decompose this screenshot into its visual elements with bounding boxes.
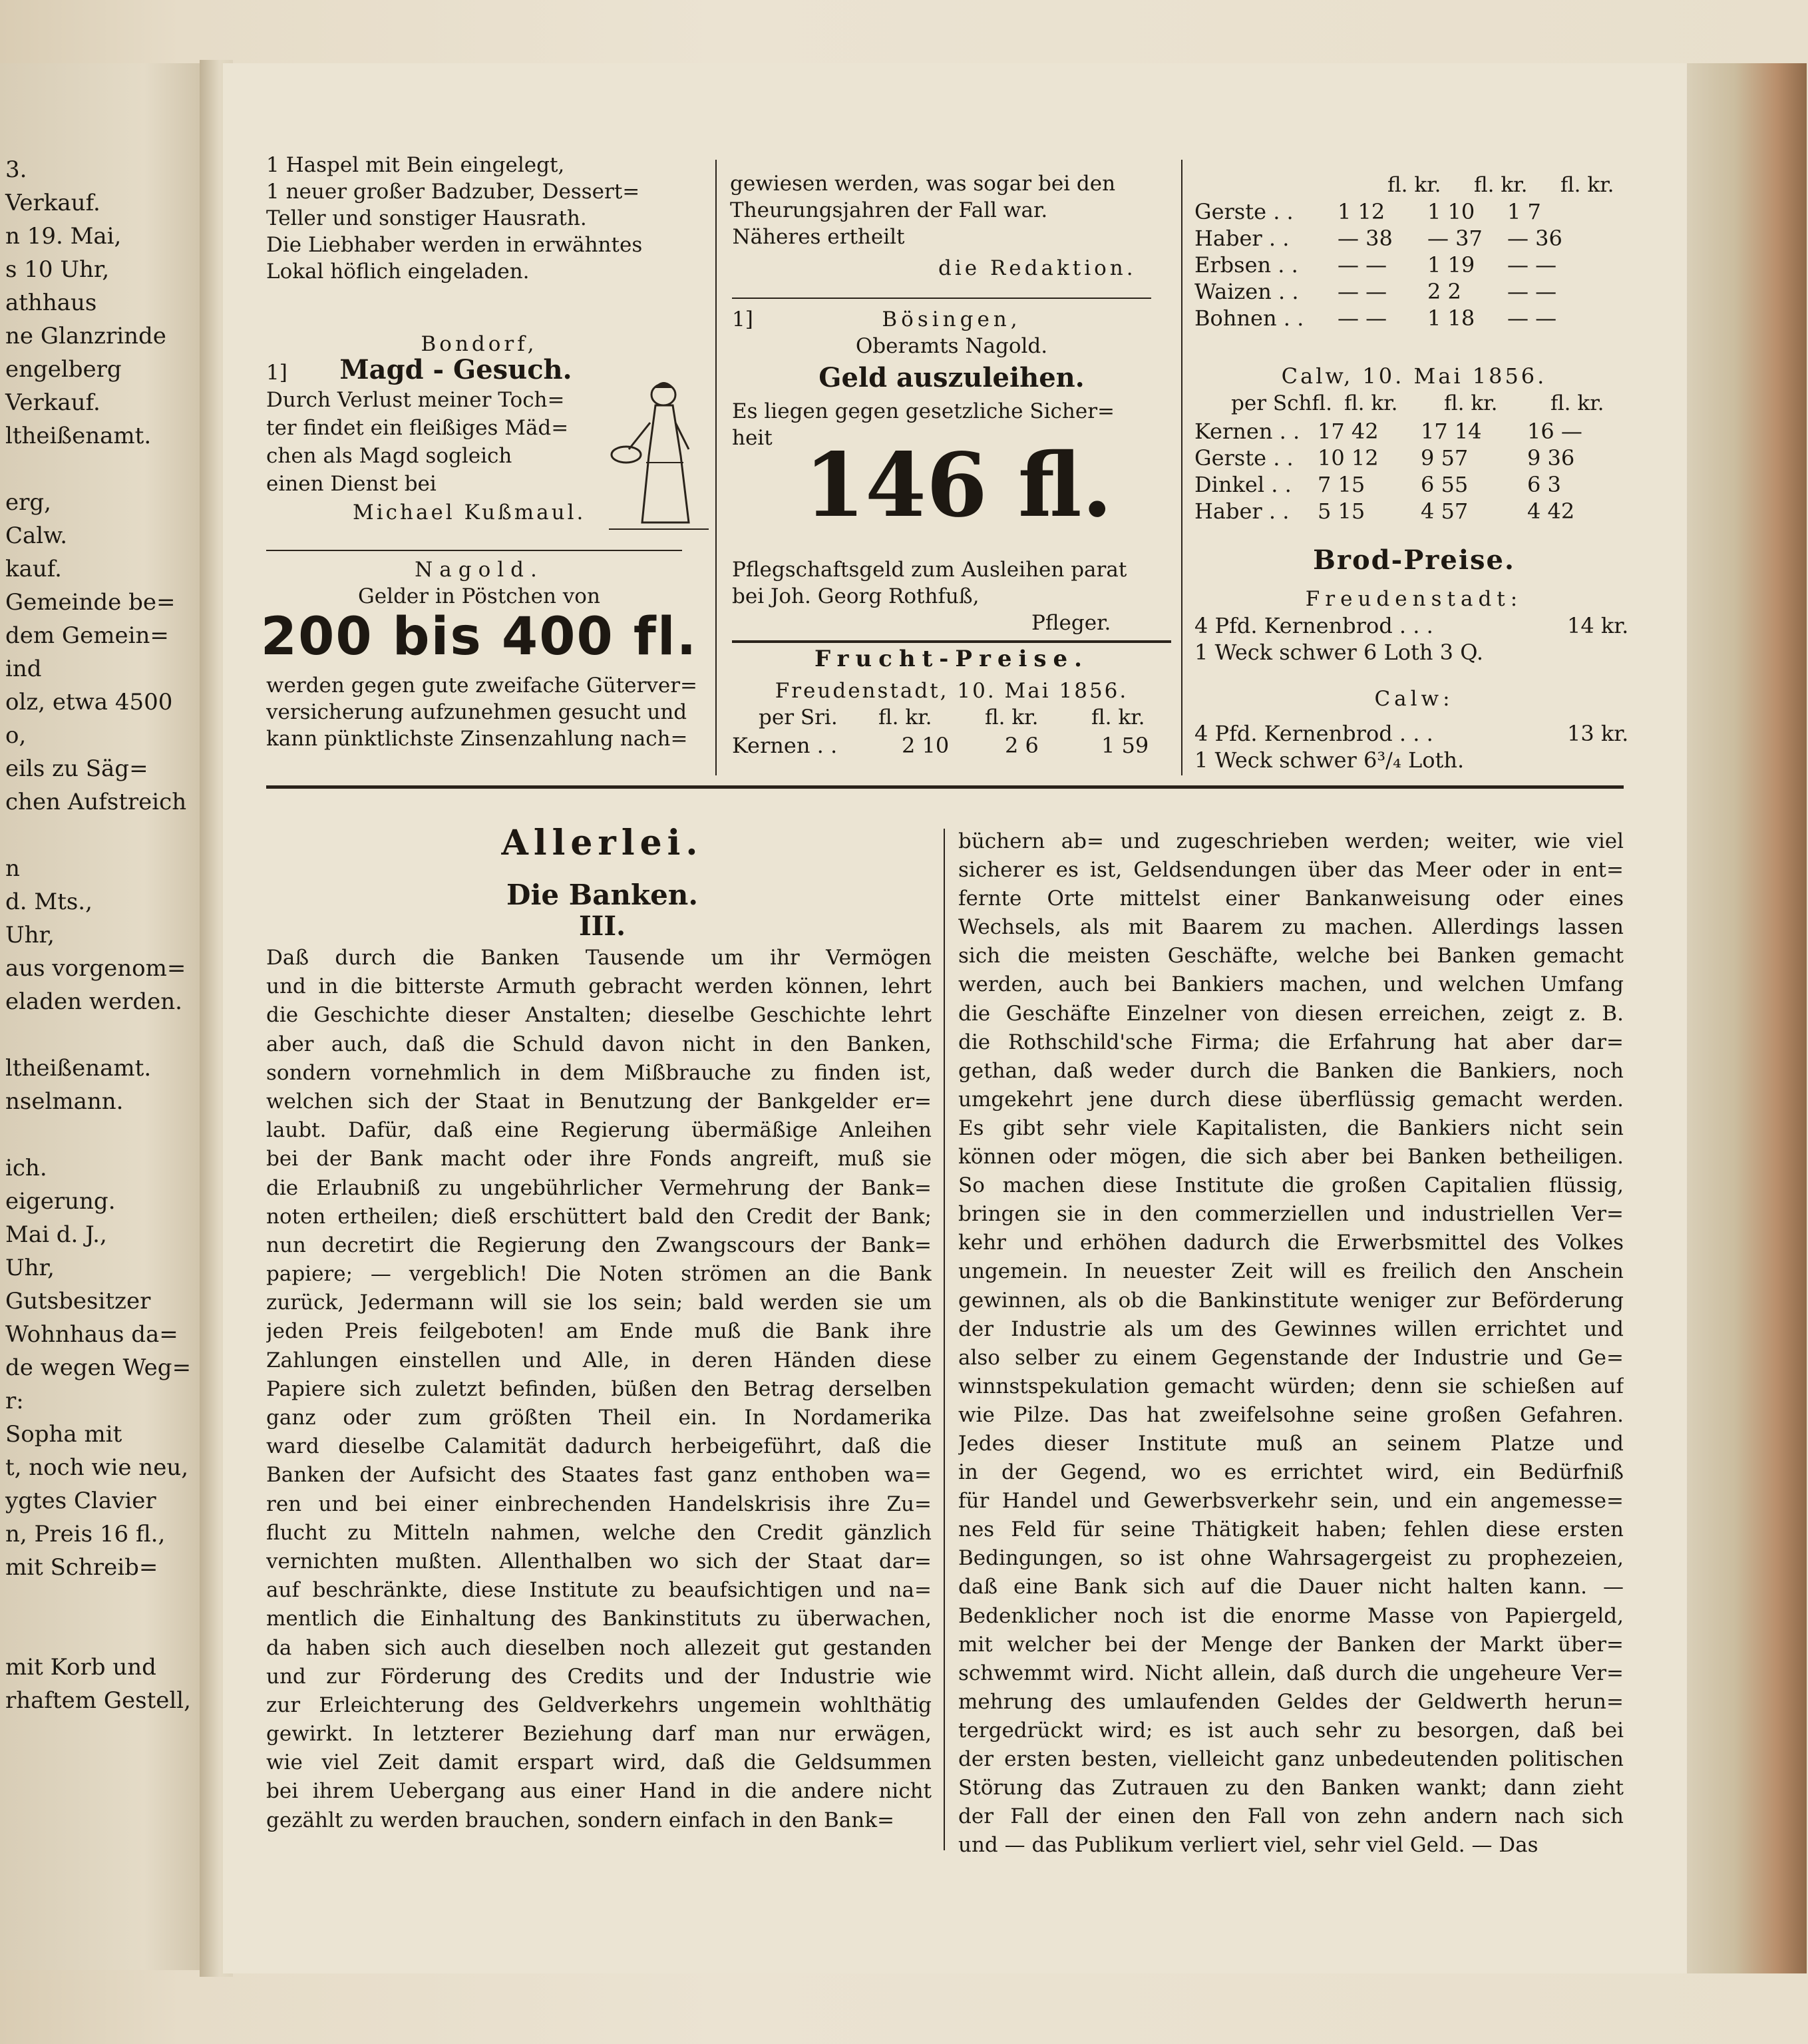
price-value: — — <box>1507 252 1557 278</box>
divider <box>732 298 1151 299</box>
left-page-line: ne Glanzrinde <box>5 323 166 349</box>
price-label: Dinkel . . <box>1194 472 1292 497</box>
price-value: 1 7 <box>1507 199 1541 224</box>
left-page-line: t, noch wie neu, <box>5 1454 189 1481</box>
left-page-line: nselmann. <box>5 1088 124 1115</box>
article-line: werden, auch bei Bankiers machen, und welchen Umfang <box>958 972 1624 997</box>
article-line: die Geschichte dieser Anstalten; dieselbe Geschichte lehrt <box>266 1003 932 1028</box>
article-line: büchern ab= und zugeschrieben werden; weiter, wie viel <box>958 829 1624 853</box>
ad-magd-line: ter findet ein fleißiges Mäd= <box>266 416 569 440</box>
calw-header-1: fl. kr. <box>1344 391 1398 415</box>
left-page <box>0 63 206 1970</box>
price-value: — 38 <box>1338 226 1393 251</box>
left-page-line: n <box>5 855 20 882</box>
article-line: mentlich die Einhaltung des Bankinstituts zu überwachen, <box>266 1607 932 1631</box>
left-page-line <box>5 1018 191 1052</box>
frucht-col-header-3: fl. kr. <box>1560 173 1614 197</box>
left-page-line: ltheißenamt. <box>5 423 152 449</box>
article-line: der Industrie als um des Gewinnes willen errichtet und <box>958 1317 1624 1341</box>
left-page-line: d. Mts., <box>5 889 92 915</box>
left-page-line: r: <box>5 1388 24 1414</box>
left-page-line: ich. <box>5 1155 47 1181</box>
article-section: Allerlei. <box>501 823 703 863</box>
article-line: mehrung des umlaufenden Geldes der Geldwerth herun= <box>958 1689 1624 1714</box>
price-value: 1 19 <box>1427 252 1475 278</box>
calw-row <box>1194 445 1634 471</box>
calw-unit: per Schfl. <box>1231 391 1332 415</box>
price-value: — 37 <box>1427 226 1483 251</box>
left-page-line <box>5 819 191 852</box>
price-value: — 36 <box>1507 226 1562 251</box>
ad-household-line: 1 neuer großer Badzuber, Dessert= <box>266 180 640 204</box>
left-page-line: Sopha mit <box>5 1421 122 1448</box>
article-line: jeden Preis feilgeboten! am Ende muß die Bank ihre <box>266 1319 932 1344</box>
article-line: gewirkt. In letzterer Beziehung darf man nur erwägen, <box>266 1722 932 1746</box>
article-line: ungemein. In neuester Zeit will es freilich den Anschein <box>958 1259 1624 1284</box>
ad-magd-number: 1] <box>266 361 287 385</box>
price-value: 1 18 <box>1427 306 1475 331</box>
price-value: 2 10 <box>902 733 950 758</box>
price-value: 14 kr. <box>1567 613 1629 638</box>
ad-nagold-place: Nagold. <box>415 558 544 582</box>
price-value: 17 14 <box>1421 419 1482 444</box>
price-value: 1 10 <box>1427 199 1475 224</box>
article-line: die Erlaubniß zu ungebührlicher Vermehrung der Bank= <box>266 1175 932 1200</box>
article-line: umgekehrt jene durch diese überflüssig gemacht werden. <box>958 1087 1624 1112</box>
ad-info-text: Näheres ertheilt <box>732 225 905 249</box>
divider <box>732 640 1171 643</box>
ad-nagold-line: versicherung aufzunehmen gesucht und <box>266 700 687 724</box>
ad-nagold-intro: Gelder in Pöstchen von <box>358 584 600 608</box>
left-page-line: Uhr, <box>5 1255 55 1281</box>
frucht-place-date: Freudenstadt, 10. Mai 1856. <box>775 679 1129 703</box>
price-value: 17 42 <box>1318 419 1379 444</box>
article-line: sondern vornehmlich in dem Mißbrauche zu finden ist, <box>266 1060 932 1085</box>
left-page-line: Verkauf. <box>5 389 100 416</box>
article-line: Zahlungen einstellen und Alle, in deren Händen diese <box>266 1348 932 1372</box>
calw-row <box>1194 418 1634 445</box>
ad-nagold-amount: 200 bis 400 fl. <box>260 607 698 667</box>
price-value: 13 kr. <box>1567 721 1629 746</box>
article-line: bei der Bank macht oder ihre Fonds angreift, muß sie <box>266 1147 932 1171</box>
left-page-line: mit Korb und <box>5 1654 156 1681</box>
price-label: 4 Pfd. Kernenbrod . . . <box>1194 721 1433 746</box>
ad-redaktion: die Redaktion. <box>938 256 1137 280</box>
price-value: — — <box>1338 306 1387 331</box>
frucht-row-kernen <box>732 732 1171 759</box>
calw-header-3: fl. kr. <box>1550 391 1604 415</box>
ad-magd-title: Magd - Gesuch. <box>339 354 572 385</box>
article-line: der ersten besten, vielleicht ganz unbedeutenden politischen <box>958 1747 1624 1771</box>
frucht-row <box>1194 278 1634 305</box>
left-page-line: eils zu Säg= <box>5 755 148 782</box>
article-line: also selber zu einem Gegenstande der Industrie und Ge= <box>958 1345 1624 1370</box>
left-page-text <box>5 153 191 1717</box>
article-line: zurück, Jedermann will sie los sein; bald werden sie um <box>266 1291 932 1315</box>
brod-row <box>1194 639 1634 666</box>
left-page-line: Gutsbesitzer <box>5 1288 151 1315</box>
frucht-title: Frucht-Preise. <box>814 646 1089 672</box>
frucht-col-header-2: fl. kr. <box>1474 173 1528 197</box>
left-page-line <box>5 1118 191 1151</box>
left-page-line: Mai d. J., <box>5 1221 107 1248</box>
ad-boesingen-amount: 146 fl. <box>804 434 1113 537</box>
left-page-line: athhaus <box>5 290 97 316</box>
price-value: — — <box>1338 279 1387 304</box>
article-line: und zur Förderung des Credits und der Industrie wie <box>266 1664 932 1689</box>
brod-calw <box>1194 720 1634 773</box>
price-value: 2 2 <box>1427 279 1461 304</box>
frucht-header-2: fl. kr. <box>985 706 1039 729</box>
article-line: tergedrückt wird; es ist auch sehr zu besorgen, daß bei <box>958 1718 1624 1742</box>
divider <box>266 550 682 551</box>
article-line: welchen sich der Staat in Benutzung der Bankgelder er= <box>266 1089 932 1114</box>
article-title: Die Banken. <box>506 879 698 911</box>
left-page-line: engelberg <box>5 356 122 383</box>
article-line: Wechsels, als mit Baarem zu machen. Allerdings lassen <box>958 915 1624 940</box>
frucht-header-3: fl. kr. <box>1091 706 1145 729</box>
article-line: daß eine Bank sich auf die Dauer nicht halten kann. — <box>958 1575 1624 1599</box>
price-label: Kernen . . <box>732 733 838 758</box>
calw-row <box>1194 471 1634 498</box>
article-line: ren und bei einer einbrechenden Handelskrisis ihre Zu= <box>266 1492 932 1516</box>
article-line: vernichten mußten. Allenthalben wo sich der Staat dar= <box>266 1549 932 1573</box>
column-rule <box>944 829 945 1850</box>
left-page-line: dem Gemein= <box>5 622 169 649</box>
ad-magd-line: einen Dienst bei <box>266 472 437 496</box>
left-page-line: 3. <box>5 156 27 183</box>
article-line: gewinnen, als ob die Bankinstitute weniger zur Beförderung <box>958 1288 1624 1313</box>
article-line: Jedes dieser Institute muß an seinem Platze und <box>958 1431 1624 1456</box>
ad-boesingen-number: 1] <box>732 307 753 331</box>
left-page-line <box>5 1617 191 1651</box>
article-line: noten ertheilen; dieß erschüttert bald den Credit der Bank; <box>266 1204 932 1229</box>
article-line: da haben sich auch dieselben noch allezeit gut gestanden <box>266 1635 932 1660</box>
left-page-line: Gemeinde be= <box>5 589 176 616</box>
ad-magd-body <box>266 386 599 498</box>
ad-magd-line: Durch Verlust meiner Toch= <box>266 388 565 412</box>
brod-title: Brod-Preise. <box>1313 544 1515 576</box>
ad-continued-line: gewiesen werden, was sogar bei den <box>730 172 1116 196</box>
ad-nagold-line: kann pünktlichste Zinsenzahlung nach= <box>266 727 688 751</box>
article-line: ganz oder zum größten Theil ein. In Nordamerika <box>266 1406 932 1430</box>
left-page-line: kauf. <box>5 556 62 582</box>
price-value: 4 42 <box>1527 499 1575 524</box>
brod-freudenstadt <box>1194 612 1634 666</box>
article-line: sich die meisten Geschäfte, welche bei Banken gemacht <box>958 944 1624 968</box>
ad-household-line: Teller und sonstiger Hausrath. <box>266 206 587 230</box>
article-line: bringen sie in den commerziellen und industriellen Ver= <box>958 1202 1624 1227</box>
article-line: nun decretirt die Regierung den Zwangscours der Bank= <box>266 1233 932 1257</box>
brod-row <box>1194 747 1634 773</box>
left-page-line: Wohnhaus da= <box>5 1321 178 1348</box>
article-line: Papiere sich zuletzt befinden, büßen den Betrag derselben <box>266 1376 932 1401</box>
price-label: 1 Weck schwer 6 Loth 3 Q. <box>1194 640 1484 665</box>
article-line: Es gibt sehr viele Kapitalisten, die Bankiers nicht sein <box>958 1116 1624 1140</box>
left-page-line: rhaftem Gestell, <box>5 1687 191 1714</box>
left-page-line: Verkauf. <box>5 190 100 216</box>
ad-household-line: Lokal höflich eingeladen. <box>266 260 530 284</box>
left-page-line: de wegen Weg= <box>5 1354 192 1381</box>
ad-boesingen-title: Geld auszuleihen. <box>818 362 1085 393</box>
price-value: 7 15 <box>1318 472 1365 497</box>
price-value: — — <box>1507 306 1557 331</box>
article-line: gethan, daß weder durch die Banken die Bankiers, noch <box>958 1058 1624 1083</box>
article-line: in der Gegend, wo es errichtet wird, ein Bedürfniß <box>958 1460 1624 1485</box>
price-value: 10 12 <box>1318 445 1379 471</box>
ad-household-line: Die Liebhaber werden in erwähntes <box>266 233 643 257</box>
price-label: Gerste . . <box>1194 199 1294 224</box>
ad-boesingen-line1: Es liegen gegen gesetzliche Sicher= <box>732 399 1115 423</box>
article-line: wie viel Zeit damit erspart wird, daß die Geldsummen <box>266 1750 932 1775</box>
price-label: Waizen . . <box>1194 279 1299 304</box>
frucht-col-header-1: fl. kr. <box>1387 173 1441 197</box>
article-line: schwemmt wird. Nicht allein, daß durch die ungeheure Ver= <box>958 1661 1624 1685</box>
ad-continued-line: Theurungsjahren der Fall war. <box>730 198 1048 222</box>
price-value: 1 12 <box>1338 199 1385 224</box>
left-page-line: s 10 Uhr, <box>5 256 110 283</box>
left-page-line: mit Schreib= <box>5 1554 158 1581</box>
article-line: Störung das Zutrauen zu den Banken wankt; dann zieht <box>958 1776 1624 1800</box>
article-line: Daß durch die Banken Tausende um ihr Vermögen <box>266 946 932 970</box>
price-value: 4 57 <box>1421 499 1469 524</box>
ad-boesingen-place: Bösingen, <box>882 307 1021 331</box>
frucht-unit: per Sri. <box>759 706 838 729</box>
price-value: 6 3 <box>1527 472 1561 497</box>
calw-date: Calw, 10. Mai 1856. <box>1281 363 1547 389</box>
article-line: und — das Publikum verliert viel, sehr viel Geld. — Das <box>958 1833 1538 1858</box>
article-line: winnstspekulation gemacht würden; denn sie schießen auf <box>958 1374 1624 1398</box>
article-line: zur Erleichterung des Geldverkehrs ungemein wohlthätig <box>266 1693 932 1717</box>
column-rule <box>1181 160 1182 775</box>
article-part: III. <box>578 911 626 942</box>
article-line: papiere; — vergeblich! Die Noten strömen an die Bank <box>266 1262 932 1287</box>
maid-illustration <box>602 376 715 539</box>
price-label: Haber . . <box>1194 499 1290 524</box>
left-page-line: chen Aufstreich <box>5 789 187 815</box>
book-edge <box>1687 63 1807 1973</box>
price-value: 9 36 <box>1527 445 1575 471</box>
left-page-line: eigerung. <box>5 1188 116 1215</box>
ad-nagold-line: werden gegen gute zweifache Güterver= <box>266 674 697 698</box>
price-label: Gerste . . <box>1194 445 1294 471</box>
brod-place1: Freudenstadt: <box>1305 587 1523 611</box>
left-page-line: aus vorgenom= <box>5 955 186 982</box>
left-page-line: erg, <box>5 489 51 516</box>
frucht-header-1: fl. kr. <box>878 706 932 729</box>
article-line: Bedenklicher noch ist die enorme Masse von Papiergeld, <box>958 1603 1624 1628</box>
calw-rows <box>1194 418 1634 524</box>
article-line: bei ihrem Uebergang aus einer Hand in die andere nicht <box>266 1779 932 1804</box>
left-page-line: ind <box>5 656 42 682</box>
article-line: Banken der Aufsicht des Staates fast ganz enthoben wa= <box>266 1463 932 1488</box>
frucht-row <box>1194 305 1634 331</box>
left-page-line: olz, etwa 4500 <box>5 689 173 715</box>
frucht-row <box>1194 198 1634 225</box>
article-line: mit welcher bei der Menge der Banken der Markt über= <box>958 1632 1624 1657</box>
ad-boesingen-signature: Pfleger. <box>1031 611 1111 635</box>
ad-boesingen-line2: heit <box>732 426 773 450</box>
article-line: So machen diese Institute die großen Capitalien flüssig, <box>958 1173 1624 1198</box>
ad-household-items <box>266 152 705 285</box>
article-line: die Geschäfte Einzelner von diesen erreichen, zeigt z. B. <box>958 1001 1624 1026</box>
left-page-line: ygtes Clavier <box>5 1488 156 1514</box>
column-rule <box>715 160 717 775</box>
article-line: laubt. Dafür, daß eine Regierung übermäßige Anleihen <box>266 1118 932 1143</box>
price-value: 1 59 <box>1101 733 1149 758</box>
price-value: 9 57 <box>1421 445 1469 471</box>
left-page-line: ltheißenamt. <box>5 1055 152 1082</box>
article-line: kehr und erhöhen dadurch die Erwerbsmittel des Volkes <box>958 1231 1624 1255</box>
article-line: aber auch, daß die Schuld davon nicht in den Banken, <box>266 1032 932 1056</box>
frucht-row <box>1194 252 1634 278</box>
article-line: und in die bitterste Armuth gebracht werden können, lehrt <box>266 974 932 999</box>
article-line: für Handel und Gewerbsverkehr sein, und ein angemesse= <box>958 1489 1624 1514</box>
left-page-line: n, Preis 16 fl., <box>5 1521 166 1547</box>
left-page-line: Calw. <box>5 522 68 549</box>
price-label: Kernen . . <box>1194 419 1300 444</box>
article-line: gezählt zu werden brauchen, sondern einfach in den Bank= <box>266 1808 894 1832</box>
section-rule <box>266 785 1624 789</box>
ad-magd-place: Bondorf, <box>421 332 538 356</box>
price-value: 16 — <box>1527 419 1582 444</box>
frucht-row <box>732 732 1171 759</box>
ad-household-line: 1 Haspel mit Bein eingelegt, <box>266 153 565 177</box>
article-column-2 <box>958 827 1624 1860</box>
article-line: nes Feld für seine Thätigkeit haben; fehlen diese ersten <box>958 1518 1624 1542</box>
price-value: — — <box>1507 279 1557 304</box>
brod-row <box>1194 612 1634 639</box>
price-label: 4 Pfd. Kernenbrod . . . <box>1194 613 1433 638</box>
price-value: 6 55 <box>1421 472 1469 497</box>
ad-boesingen-line4: bei Joh. Georg Rothfuß, <box>732 584 980 608</box>
left-page-line <box>5 1584 191 1617</box>
ad-nagold-body <box>266 672 705 752</box>
article-line: können oder mögen, die sich aber bei Banken betheiligen. <box>958 1145 1624 1169</box>
frucht-rows-cont <box>1194 198 1634 331</box>
article-line: ward dieselbe Calamität dadurch herbeigeführt, daß die <box>266 1434 932 1459</box>
article-line: der Fall der einen den Fall von zehn andern nach sich <box>958 1804 1624 1829</box>
ad-continued <box>730 170 1169 224</box>
price-value: 2 6 <box>1005 733 1039 758</box>
left-page-line: o, <box>5 722 27 749</box>
article-line: Bedingungen, so ist ohne Wahrsagergeist zu prophezeien, <box>958 1546 1624 1571</box>
left-page-line: eladen werden. <box>5 988 182 1015</box>
article-line: auf beschränkte, diese Institute zu beaufsichtigen und na= <box>266 1578 932 1603</box>
left-page-line <box>5 453 191 486</box>
price-value: 5 15 <box>1318 499 1365 524</box>
price-label: Haber . . <box>1194 226 1290 251</box>
price-label: Erbsen . . <box>1194 252 1298 278</box>
article-line: fernte Orte mittelst einer Bankanweisung oder eines <box>958 887 1624 911</box>
ad-magd-signature: Michael Kußmaul. <box>353 501 586 524</box>
left-page-line: Uhr, <box>5 922 55 948</box>
frucht-row <box>1194 225 1634 252</box>
brod-row <box>1194 720 1634 747</box>
ad-boesingen-line3: Pflegschaftsgeld zum Ausleihen parat <box>732 558 1127 582</box>
article-line: die Rothschild'sche Firma; die Erfahrung hat aber dar= <box>958 1030 1624 1054</box>
price-label: Bohnen . . <box>1194 306 1304 331</box>
article-line: flucht zu Mitteln nahmen, welche den Credit gänzlich <box>266 1520 932 1545</box>
ad-magd-line: chen als Magd sogleich <box>266 444 512 468</box>
calw-header-2: fl. kr. <box>1444 391 1498 415</box>
price-label: 1 Weck schwer 6³/₄ Loth. <box>1194 747 1465 773</box>
brod-place2: Calw: <box>1374 687 1454 711</box>
article-line: wie Pilze. Das hat zweifelsohne seine großen Gefahren. <box>958 1402 1624 1427</box>
article-column-1 <box>266 944 932 1835</box>
price-value: — — <box>1338 252 1387 278</box>
ad-boesingen-district: Oberamts Nagold. <box>855 334 1048 358</box>
left-page-line: n 19. Mai, <box>5 223 122 250</box>
calw-row <box>1194 498 1634 524</box>
article-line: sicherer es ist, Geldsendungen über das Meer oder in ent= <box>958 858 1624 883</box>
